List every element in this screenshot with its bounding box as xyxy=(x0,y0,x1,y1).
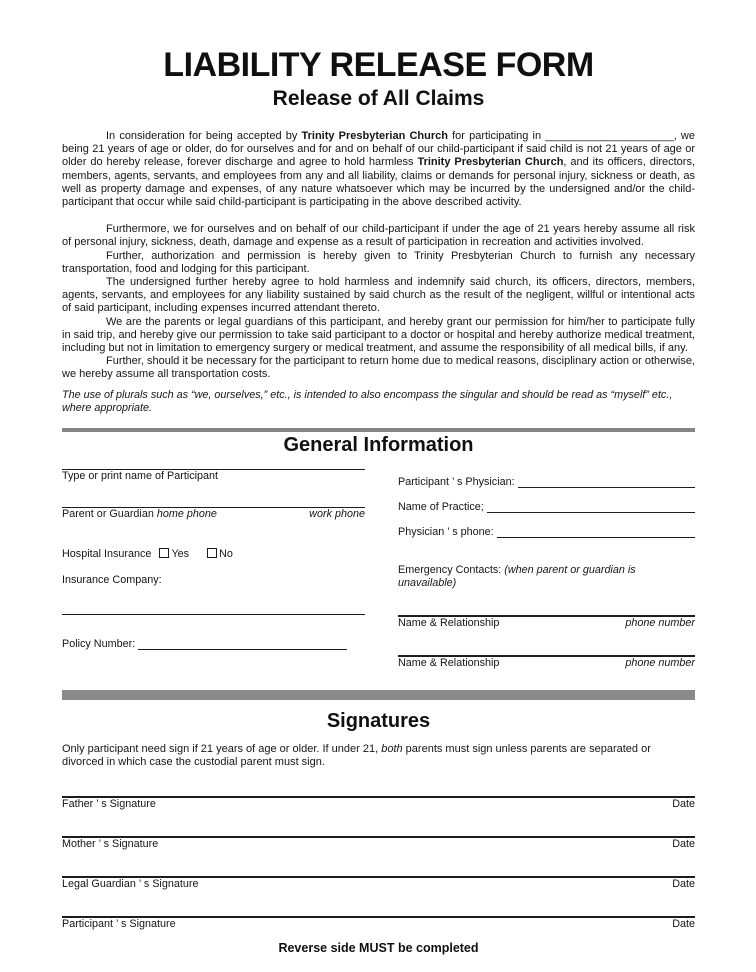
signature-row-father xyxy=(62,796,695,811)
work-phone-label: work phone xyxy=(309,507,365,520)
general-info-left-column xyxy=(62,463,365,670)
date-label: Date xyxy=(672,838,695,851)
signatures-note: Only participant need sign if 21 years of age or older. If under 21, both parents must sign unless parents are separated or divorced in which case the custodial parent must sign. xyxy=(62,742,651,768)
emergency-contacts-row xyxy=(398,564,695,590)
paragraph-consideration: In consideration for being accepted by Trinity Presbyterian Church for participating in _____________________, we being 21 years of age or older, do for ourselves and for and on behalf of our child-participant if said child is not 21 years of age or older do hereby release, forever discharge and agree to hold harmless Trinity Presbyterian Church, and its officers, directors, members, agents, servants, and employees from any and all liability, claims or demands for personal injury, sickness or death, as well as property damage and expenses, of any nature whatsoever which may be incurred by the undersigned and/or the child-participant that occur while said child-participant is participating in the above described activity. xyxy=(62,130,696,209)
legal-guardian-signature-labels xyxy=(62,878,695,891)
form-subtitle: Release of All Claims xyxy=(272,87,485,110)
contact-name-label: Name & Relationship xyxy=(398,656,500,669)
paragraph-assume-risk: Furthermore, we for ourselves and on behalf of our child-participant if under the age of 21 years hereby assume all risk of personal injury, sickness, death, damage and expense as a result of participation in recreation and activities involved. xyxy=(62,223,695,249)
general-info-right-column xyxy=(398,463,695,670)
emergency-contact-2-labels xyxy=(398,657,695,670)
policy-number-fill-line[interactable] xyxy=(138,638,347,650)
general-information-heading: General Information xyxy=(283,433,474,456)
contact-phone-label: phone number xyxy=(625,616,695,629)
signature-row-legal-guardian xyxy=(62,876,695,891)
signatures-heading: Signatures xyxy=(326,709,431,732)
father-signature-label: Father ’ s Signature xyxy=(62,798,156,811)
policy-number-label: Policy Number: xyxy=(62,637,136,650)
date-label: Date xyxy=(672,798,695,811)
general-information-columns xyxy=(62,463,695,670)
hospital-insurance-yes-checkbox[interactable] xyxy=(159,548,169,558)
physician-phone-row xyxy=(398,526,695,539)
practice-row xyxy=(398,501,695,514)
signature-row-participant xyxy=(62,916,695,931)
participant-signature-labels xyxy=(62,918,695,931)
paragraph-indemnify: The undersigned further hereby agree to hold harmless and indemnify said church, its officers, directors, members, agents, servants, and employees for any liability sustained by said church as the result of the negligent, willful or intentional acts of said participant, including expenses incurred attendant thereto. xyxy=(62,276,695,315)
physician-row xyxy=(398,476,695,489)
contact-phone-label: phone number xyxy=(625,656,695,669)
hospital-insurance-row xyxy=(62,548,365,561)
contact-name-label: Name & Relationship xyxy=(398,616,500,629)
practice-label: Name of Practice; xyxy=(398,500,484,513)
participant-signature-label: Participant ’ s Signature xyxy=(62,918,176,931)
emergency-contacts-label: Emergency Contacts: xyxy=(398,563,502,576)
father-signature-labels xyxy=(62,798,695,811)
practice-fill-line[interactable] xyxy=(487,501,695,513)
hospital-insurance-no-label: No xyxy=(219,547,233,560)
policy-number-row xyxy=(62,638,365,651)
hospital-insurance-yes-label: Yes xyxy=(171,547,190,560)
signature-row-mother xyxy=(62,836,695,851)
legal-guardian-signature-label: Legal Guardian ’ s Signature xyxy=(62,878,199,891)
date-label: Date xyxy=(672,878,695,891)
section-divider-general-info xyxy=(62,428,695,432)
home-phone-label: home phone xyxy=(156,507,217,520)
plurals-note: The use of plurals such as “we, ourselves,” etc., is intended to also encompass the singular and should be read as “myself” etc., where appropriate. xyxy=(62,388,673,414)
participant-name-label: Type or print name of Participant xyxy=(62,469,219,482)
date-label: Date xyxy=(672,918,695,931)
mother-signature-labels xyxy=(62,838,695,851)
hospital-insurance-label: Hospital Insurance xyxy=(62,547,152,560)
physician-label: Participant ’ s Physician: xyxy=(398,475,515,488)
paragraph-authorization: Further, authorization and permission is hereby given to Trinity Presbyterian Church to furnish any necessary transportation, food and lodging for this participant. xyxy=(62,249,695,275)
parent-guardian-label: Parent or Guardian home phone xyxy=(62,507,217,520)
paragraph-parents-permission: We are the parents or legal guardians of this participant, and hereby grant our permission for him/her to participate fully in said trip, and hereby give our permission to take said participant to a doctor or hospital and hereby authorize medical treatment, including but not in limitation to emergency surgery or medical treatment, and assume the responsibility of all medical bills, if any. xyxy=(62,315,695,355)
insurance-company-fill-line[interactable] xyxy=(62,614,365,615)
insurance-company-label: Insurance Company: xyxy=(62,573,162,586)
reverse-side-note: Reverse side MUST be completed xyxy=(278,941,479,956)
section-divider-signatures xyxy=(62,690,695,700)
paragraph-return-home: Further, should it be necessary for the participant to return home due to medical reasons, disciplinary action or otherwise, we hereby assume all transportation costs. xyxy=(62,355,695,381)
parent-guardian-label-row xyxy=(62,508,365,521)
emergency-contacts-note: (when parent or guardian is unavailable) xyxy=(398,563,636,589)
hospital-insurance-no-checkbox[interactable] xyxy=(207,548,217,558)
form-title: LIABILITY RELEASE FORM xyxy=(163,46,594,84)
physician-phone-label: Physician ’ s phone: xyxy=(398,525,494,538)
physician-phone-fill-line[interactable] xyxy=(497,526,695,538)
physician-fill-line[interactable] xyxy=(518,476,695,488)
emergency-contact-1-labels xyxy=(398,617,695,630)
mother-signature-label: Mother ’ s Signature xyxy=(62,838,159,851)
